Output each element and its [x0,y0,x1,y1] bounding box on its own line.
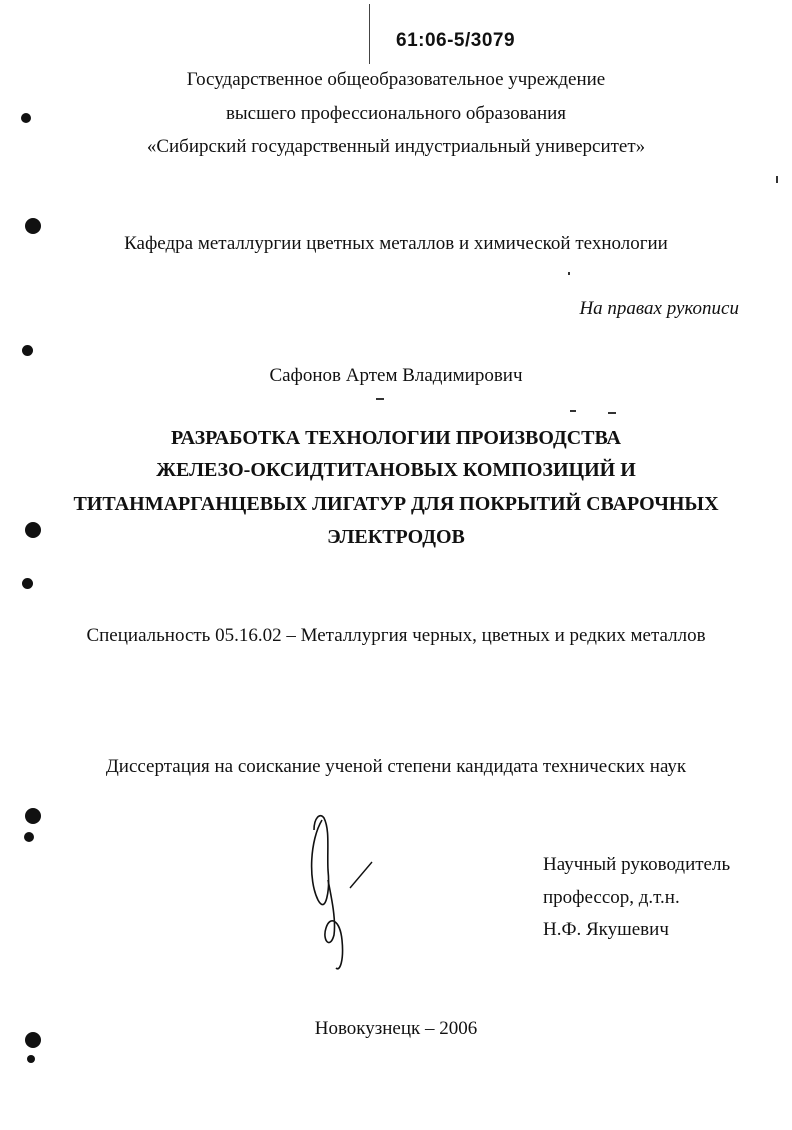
punch-hole [25,218,41,234]
place-year: Новокузнецк – 2006 [314,1018,478,1039]
title-line-4: ЭЛЕКТРОДОВ [327,526,465,548]
top-rule [369,4,370,64]
punch-hole [24,832,34,842]
punch-hole [27,1055,35,1063]
rights-note: На правах рукописи [579,298,739,319]
supervisor-title: профессор, д.т.н. [543,887,680,908]
handwritten-signature [300,810,390,980]
specialty: Специальность 05.16.02 – Металлургия черных, цветных и редких металлов [86,625,706,646]
title-line-1: РАЗРАБОТКА ТЕХНОЛОГИИ ПРОИЗВОДСТВА [170,427,622,449]
punch-hole [22,345,33,356]
scan-speck [570,410,576,412]
scan-speck [568,272,570,275]
punch-hole [25,522,41,538]
punch-hole [22,578,33,589]
institution-line-2: высшего профессионального образования [225,103,567,124]
department: Кафедра металлургии цветных металлов и химической технологии [124,233,668,254]
punch-hole [21,113,31,123]
punch-hole [25,1032,41,1048]
author-name: Сафонов Артем Владимирович [269,365,523,386]
punch-hole [25,808,41,824]
title-line-2: ЖЕЛЕЗО-ОКСИДТИТАНОВЫХ КОМПОЗИЦИЙ И [156,459,636,481]
degree-statement: Диссертация на соискание ученой степени кандидата технических наук [105,756,687,777]
scan-speck [608,412,616,414]
scan-speck [776,176,778,183]
title-line-3: ТИТАНМАРГАНЦЕВЫХ ЛИГАТУР ДЛЯ ПОКРЫТИЙ СВАРОЧНЫХ [73,493,719,515]
scan-speck [376,398,384,400]
institution-line-3: «Сибирский государственный индустриальный университет» [146,136,646,157]
supervisor-name: Н.Ф. Якушевич [543,919,669,940]
catalog-number: 61:06-5/3079 [396,30,516,51]
institution-line-1: Государственное общеобразовательное учреждение [186,69,606,90]
supervisor-role: Научный руководитель [543,854,731,875]
